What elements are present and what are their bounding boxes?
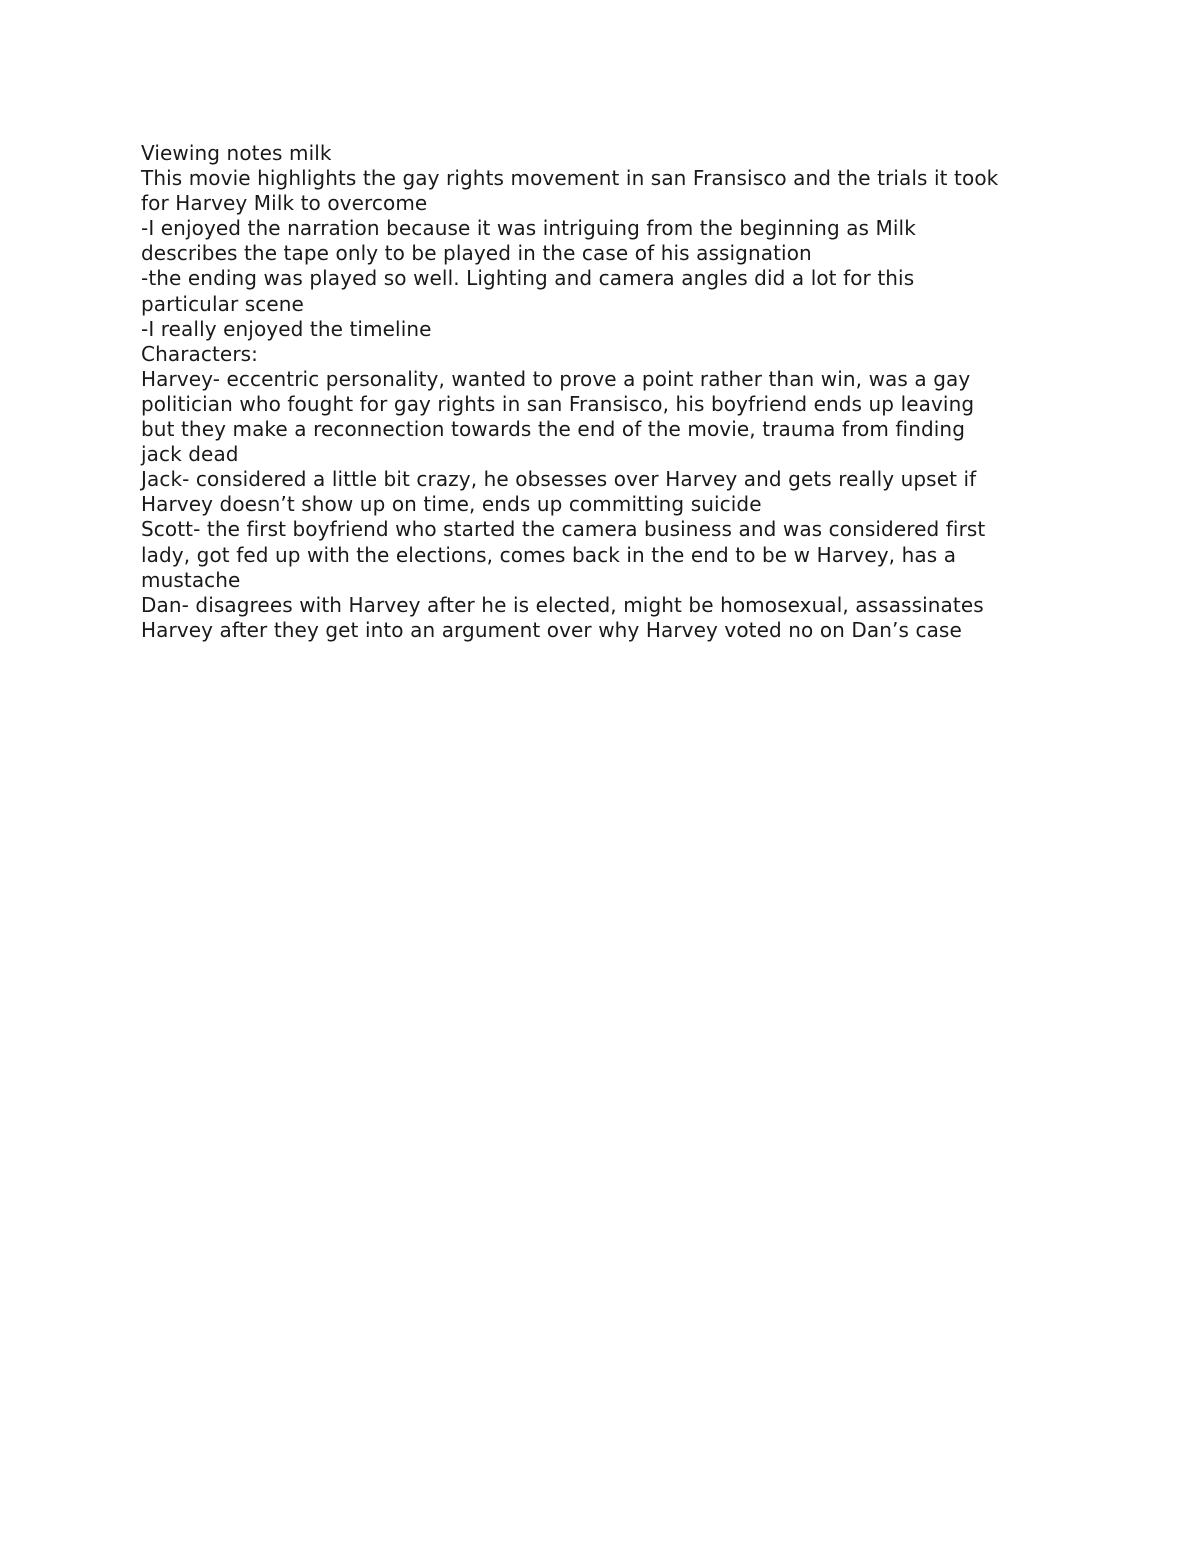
document-body xyxy=(141,141,1071,643)
text-line: but they make a reconnection towards the end of the movie, trauma from finding xyxy=(141,417,965,442)
text-line: Dan- disagrees with Harvey after he is elected, might be homosexual, assassinates xyxy=(141,592,984,617)
text-line: particular scene xyxy=(141,291,304,316)
text-line: Harvey- eccentric personality, wanted to prove a point rather than win, was a gay xyxy=(141,366,971,391)
text-line: Harvey after they get into an argument over why Harvey voted no on Dan’s case xyxy=(141,617,962,642)
text-line: Harvey doesn’t show up on time, ends up committing suicide xyxy=(141,492,762,517)
text-line: Scott- the first boyfriend who started the camera business and was considered first xyxy=(141,517,986,542)
document-title: Viewing notes milk xyxy=(141,141,332,165)
text-line: -I enjoyed the narration because it was intriguing from the beginning as Milk xyxy=(141,216,916,241)
text-line: jack dead xyxy=(141,442,239,467)
text-line: mustache xyxy=(141,567,241,592)
text-line: This movie highlights the gay rights movement in san Fransisco and the trials it took xyxy=(141,166,999,191)
text-line: -the ending was played so well. Lighting and camera angles did a lot for this xyxy=(141,266,915,291)
text-line: -I really enjoyed the timeline xyxy=(141,316,432,341)
section-heading: Characters: xyxy=(141,341,258,366)
text-line: describes the tape only to be played in the case of his assignation xyxy=(141,241,812,266)
text-line: politician who fought for gay rights in san Fransisco, his boyfriend ends up leaving xyxy=(141,391,975,416)
text-line: for Harvey Milk to overcome xyxy=(141,191,428,216)
text-line: lady, got fed up with the elections, comes back in the end to be w Harvey, has a xyxy=(141,542,957,567)
text-line: Jack- considered a little bit crazy, he obsesses over Harvey and gets really upset if xyxy=(141,467,977,492)
